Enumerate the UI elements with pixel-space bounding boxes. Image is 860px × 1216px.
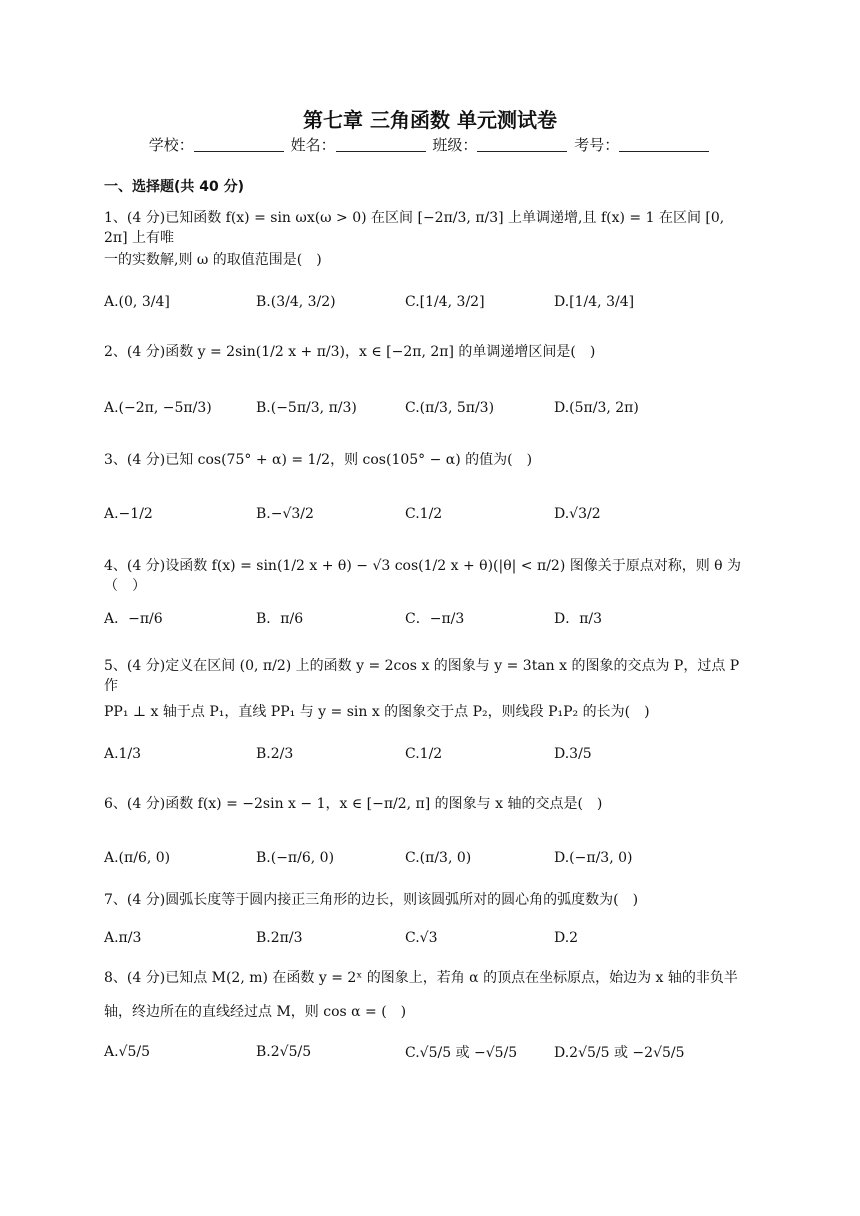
option-c[interactable]: C．−π/3 <box>405 611 465 627</box>
option-b[interactable]: B.2π/3 <box>256 930 303 946</box>
page-title: 第七章 三角函数 单元测试卷 <box>303 108 557 132</box>
school-blank[interactable] <box>194 137 284 152</box>
section-title: 一、选择题(共 40 分) <box>104 179 245 195</box>
name-label: 姓名： <box>290 136 336 154</box>
question-4-line-1: 4、(4 分)设函数 f(x) = sin(1/2 x + θ) − √3 cos(1/2 x + θ)(|θ| < π/2) 图像关于原点对称，则 θ 为（ ） <box>104 558 742 594</box>
option-b[interactable]: B.2/3 <box>256 746 294 762</box>
option-b[interactable]: B.(3/4, 3/2) <box>256 294 336 310</box>
option-d[interactable]: D．π/3 <box>554 611 603 627</box>
question-5-options <box>104 734 744 774</box>
class-label: 班级： <box>432 136 478 154</box>
question-6-line-1: 6、(4 分)函数 f(x) = −2sin x − 1，x ∈ [−π/2, π] 的图象与 x 轴的交点是( ) <box>104 796 603 812</box>
student-info-row <box>0 134 860 155</box>
option-c[interactable]: C.1/2 <box>405 746 443 762</box>
question-2-line-1: 2、(4 分)函数 y = 2sin(1/2 x + π/3)，x ∈ [−2π, 2π] 的单调递增区间是( ) <box>104 344 596 360</box>
option-c[interactable]: C.√5/5 或 −√5/5 <box>405 1045 518 1061</box>
question-1-line-1: 1、(4 分)已知函数 f(x) = sin ωx(ω > 0) 在区间 [−2π/3, π/3] 上单调递增,且 f(x) = 1 在区间 [0, 2π] 上有唯 <box>104 210 725 246</box>
option-c[interactable]: C.(π/3, 0) <box>405 850 472 866</box>
exam-no-blank[interactable] <box>619 137 709 152</box>
option-b[interactable]: B．π/6 <box>256 611 304 627</box>
option-a[interactable]: A.(0, 3/4] <box>104 294 170 310</box>
question-3-line-1: 3、(4 分)已知 cos(75° + α) = 1/2，则 cos(105° − α) 的值为( ) <box>104 452 533 468</box>
question-8-options <box>104 1032 744 1072</box>
option-d[interactable]: D.[1/4, 3/4] <box>554 294 635 310</box>
question-8-line-2: 轴，终边所在的直线经过点 M，则 cos α = ( ) <box>104 1004 407 1020</box>
option-b[interactable]: B.(−π/6, 0) <box>256 850 335 866</box>
question-5-line-2: PP₁ ⊥ x 轴于点 P₁，直线 PP₁ 与 y = sin x 的图象交于点 P₂，则线段 P₁P₂ 的长为( ) <box>104 704 650 720</box>
option-d[interactable]: D.2√5/5 或 −2√5/5 <box>554 1045 685 1061</box>
class-blank[interactable] <box>477 137 567 152</box>
option-a[interactable]: A.(π/6, 0) <box>104 850 171 866</box>
option-d[interactable]: D.2 <box>554 930 579 946</box>
question-5-line-1: 5、(4 分)定义在区间 (0, π/2) 上的函数 y = 2cos x 的图象与 y = 3tan x 的图象的交点为 P，过点 P 作 <box>104 658 740 694</box>
question-4-options <box>104 598 744 638</box>
option-b[interactable]: B.2√5/5 <box>256 1044 312 1060</box>
option-d[interactable]: D.√3/2 <box>554 506 601 522</box>
exam-no-label: 考号： <box>574 136 620 154</box>
option-c[interactable]: C.[1/4, 3/2] <box>405 294 485 310</box>
question-6-options <box>104 838 744 878</box>
option-c[interactable]: C.√3 <box>405 930 438 946</box>
question-1-line-2: 一的实数解,则 ω 的取值范围是( ) <box>104 252 322 268</box>
question-7-options <box>104 918 744 958</box>
option-b[interactable]: B.−√3/2 <box>256 506 314 522</box>
option-a[interactable]: A.(−2π, −5π/3) <box>104 400 212 416</box>
option-a[interactable]: A.−1/2 <box>104 506 153 522</box>
option-a[interactable]: A.√5/5 <box>104 1044 151 1060</box>
option-d[interactable]: D.(−π/3, 0) <box>554 850 633 866</box>
option-d[interactable]: D.(5π/3, 2π) <box>554 400 639 416</box>
option-b[interactable]: B.(−5π/3, π/3) <box>256 400 357 416</box>
option-d[interactable]: D.3/5 <box>554 746 592 762</box>
school-label: 学校： <box>148 136 194 154</box>
option-a[interactable]: A.π/3 <box>104 930 142 946</box>
question-1-options <box>104 282 744 322</box>
question-3-options <box>104 494 744 534</box>
option-a[interactable]: A．−π/6 <box>104 611 163 627</box>
option-a[interactable]: A.1/3 <box>104 746 142 762</box>
name-blank[interactable] <box>336 137 426 152</box>
option-c[interactable]: C.(π/3, 5π/3) <box>405 400 495 416</box>
question-8-line-1: 8、(4 分)已知点 M(2, m) 在函数 y = 2ˣ 的图象上，若角 α 的顶点在坐标原点，始边为 x 轴的非负半 <box>104 970 738 986</box>
question-7-line-1: 7、(4 分)圆弧长度等于圆内接正三角形的边长，则该圆弧所对的圆心角的弧度数为( ) <box>104 892 639 908</box>
question-2-options <box>104 388 744 428</box>
option-c[interactable]: C.1/2 <box>405 506 443 522</box>
